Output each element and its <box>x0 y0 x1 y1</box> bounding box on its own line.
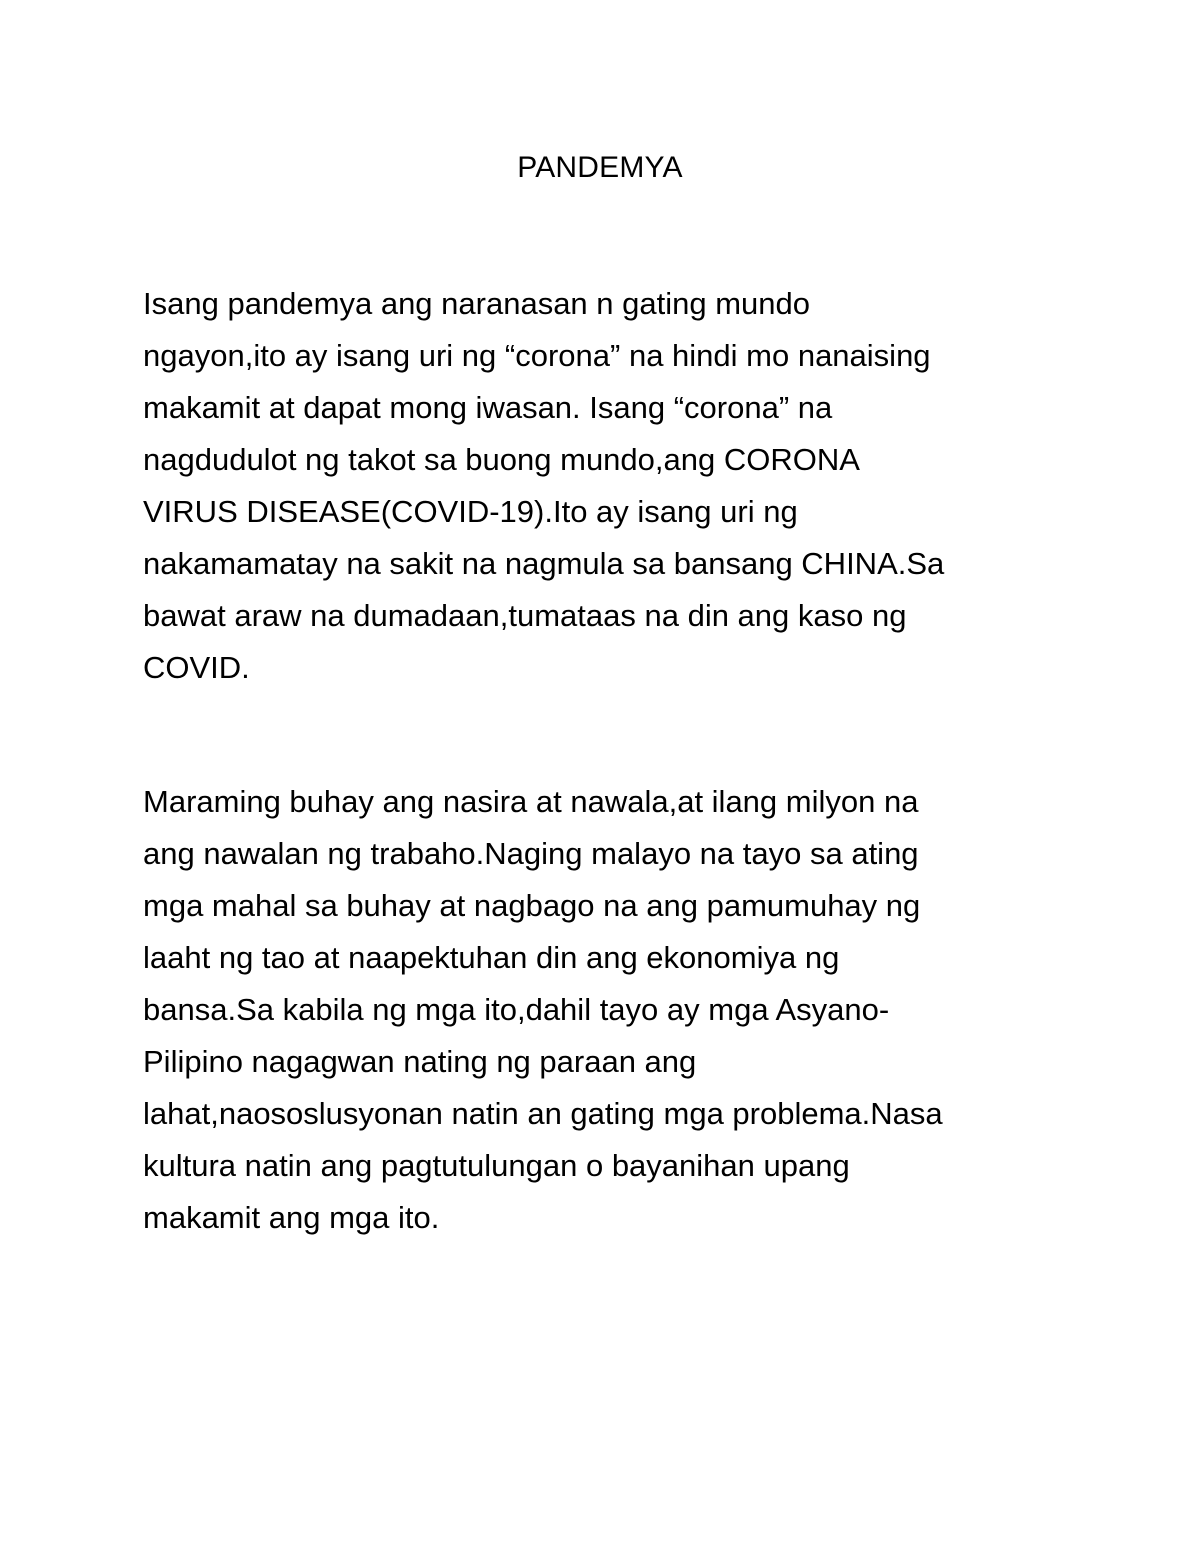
paragraph-1-line: ngayon,ito ay isang uri ng “corona” na hindi mo nanaising <box>143 338 931 373</box>
paragraph-2-line: kultura natin ang pagtutulungan o bayanihan upang <box>143 1148 850 1183</box>
document-title: PANDEMYA <box>517 151 683 184</box>
paragraph-1-line: Isang pandemya ang naranasan n gating mundo <box>143 286 810 321</box>
paragraph-1-line: nakamamatay na sakit na nagmula sa bansang CHINA.Sa <box>143 546 945 581</box>
paragraph-2-line: laaht ng tao at naapektuhan din ang ekonomiya ng <box>143 940 840 975</box>
paragraph-1-line: bawat araw na dumadaan,tumataas na din ang kaso ng <box>143 598 907 633</box>
paragraph-2-line: Pilipino nagagwan nating ng paraan ang <box>143 1044 697 1079</box>
paragraph-2-line: lahat,naososlusyonan natin an gating mga problema.Nasa <box>143 1096 943 1131</box>
paragraph-1-line: COVID. <box>143 650 250 685</box>
paragraph-2-line: mga mahal sa buhay at nagbago na ang pamumuhay ng <box>143 888 921 923</box>
paragraph-2-line: bansa.Sa kabila ng mga ito,dahil tayo ay mga Asyano- <box>143 992 890 1027</box>
paragraph-1-line: VIRUS DISEASE(COVID-19).Ito ay isang uri ng <box>143 494 798 529</box>
paragraph-2-line: Maraming buhay ang nasira at nawala,at ilang milyon na <box>143 784 919 819</box>
paragraph-2-line: makamit ang mga ito. <box>143 1200 440 1235</box>
paragraph-2-line: ang nawalan ng trabaho.Naging malayo na tayo sa ating <box>143 836 919 871</box>
paragraph-1-line: makamit at dapat mong iwasan. Isang “corona” na <box>143 390 833 425</box>
paragraph-1-line: nagdudulot ng takot sa buong mundo,ang CORONA <box>143 442 860 477</box>
